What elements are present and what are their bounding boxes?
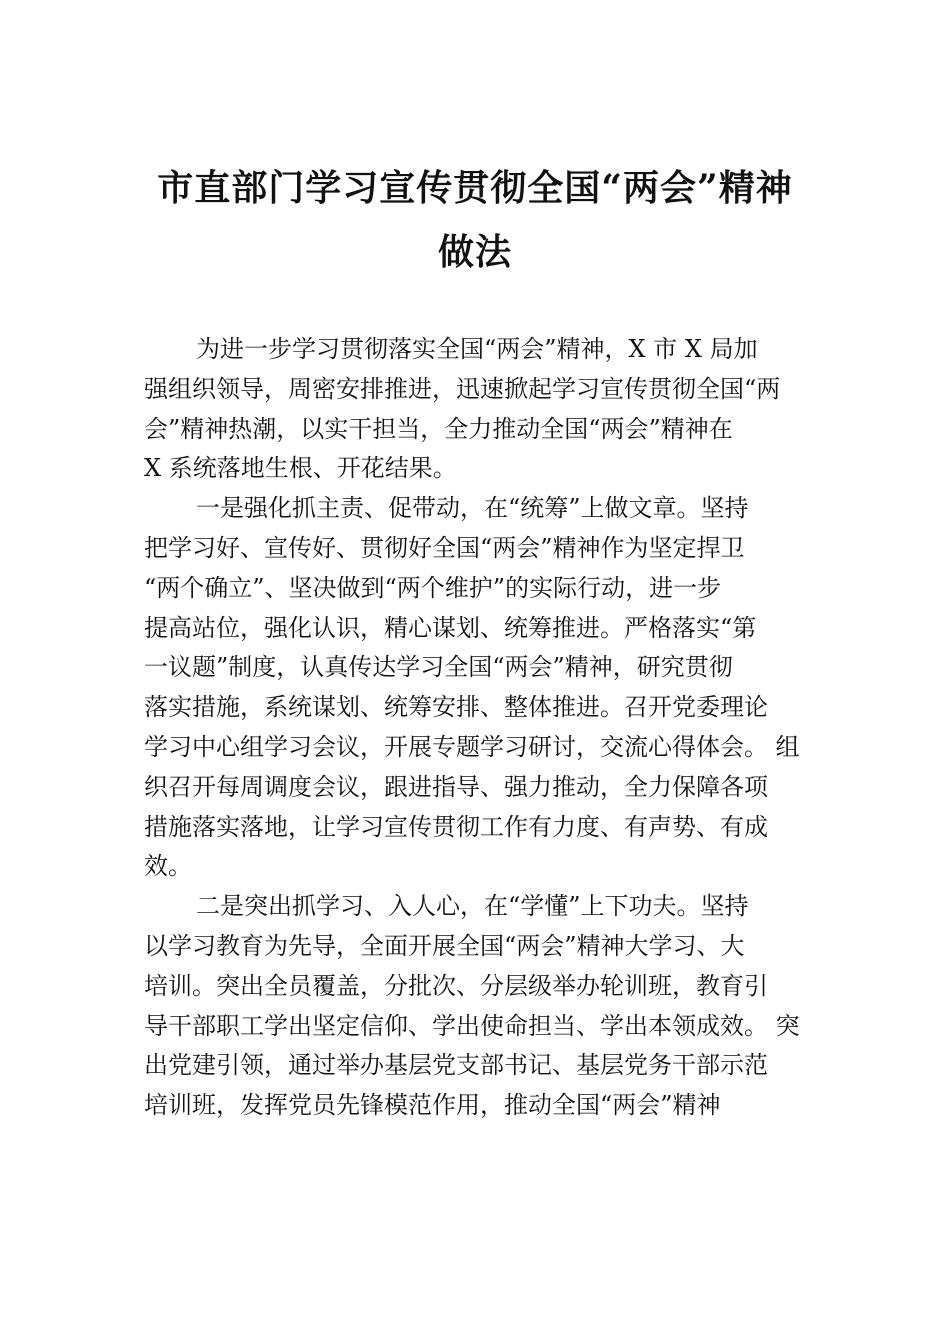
text-line: 会”精神热潮，以实干担当，全力推动全国“两会”精神在 [144,414,733,443]
text-line: 强组织领导，周密安排推进，迅速掀起学习宣传贯彻全国“两 [144,374,781,403]
title-line-2: 做法 [437,231,512,273]
text-line: 织召开每周调度会议，跟进指导、强力推动，全力保障各项 [144,772,768,801]
text-line: 把学习好、宣传好、贯彻好全国“两会”精神作为坚定捍卫 [144,533,745,562]
document-title [120,156,830,284]
title-line-1: 市直部门学习宣传贯彻全国“两会”精神 [157,167,793,209]
text-line: 提高站位，强化认识，精心谋划、统筹推进。严格落实“第 [144,613,757,642]
text-line: “两个确立”、坚决做到“两个维护”的实际行动，进一步 [144,573,722,602]
text-line: 出党建引领，通过举办基层党支部书记、基层党务干部示范 [144,1051,768,1080]
paragraph-intro [144,330,824,489]
text-line: 学习中心组学习会议，开展专题学习研讨，交流心得体会。 组 [144,732,800,761]
text-line: 培训。突出全员覆盖，分批次、分层级举办轮训班，教育引 [144,971,768,1000]
paragraph-second-measure [144,887,824,1126]
text-line: 效。 [144,852,192,881]
text-line: 一议题”制度，认真传达学习全国“两会”精神，研究贯彻 [144,653,733,682]
text-line: 一是强化抓主责、促带动，在“统筹”上做文章。坚持 [196,494,749,523]
text-line: 措施落实落地，让学习宣传贯彻工作有力度、有声势、有成 [144,812,768,841]
text-line: 导干部职工学出坚定信仰、学出使命担当、学出本领成效。 突 [144,1011,800,1040]
text-line: 二是突出抓学习、入人心，在“学懂”上下功夫。坚持 [196,892,749,921]
text-line: 为进一步学习贯彻落实全国“两会”精神，X 市 X 局加 [196,335,758,363]
text-line: 落实措施，系统谋划、统筹安排、整体推进。召开党委理论 [144,693,768,722]
paragraph-first-measure [144,489,824,887]
document-body [144,330,824,1126]
text-line: X 系统落地生根、开花结果。 [144,454,457,483]
text-line: 以学习教育为先导，全面开展全国“两会”精神大学习、大 [144,931,745,960]
text-line: 培训班，发挥党员先锋模范作用，推动全国“两会”精神 [144,1091,721,1120]
